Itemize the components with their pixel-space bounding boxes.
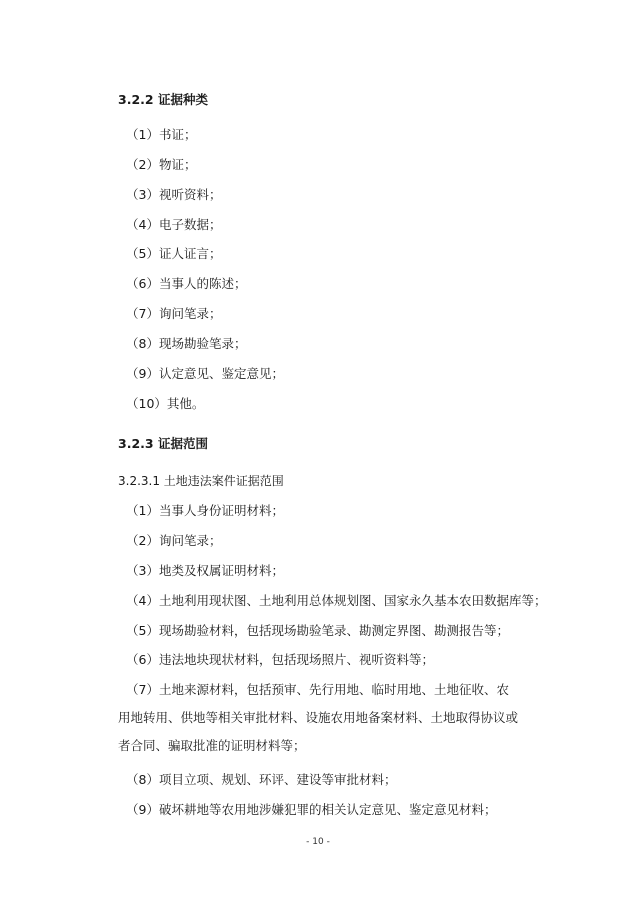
list-item: （7）询问笔录；: [126, 306, 222, 321]
section-heading-3-2-3: 3.2.3 证据范围: [118, 436, 208, 451]
list-item: （2）物证；: [126, 157, 197, 172]
list-item: （5）证人证言；: [126, 246, 222, 261]
list-item: （1）书证；: [126, 127, 197, 142]
subsection-heading-3-2-3-1: 3.2.3.1 土地违法案件证据范围: [118, 474, 284, 488]
list-item: （10）其他。: [126, 396, 205, 411]
list-item: （5）现场勘验材料，包括现场勘验笔录、勘测定界图、勘测报告等；: [126, 623, 509, 638]
list-item-paragraph: （7）土地来源材料，包括预审、先行用地、临时用地、土地征收、农用地转用、供地等相关审批材料、设施农用地备案材料、土地取得协议或者合同、骗取批准的证明材料等；: [118, 682, 519, 753]
list-item: （2）询问笔录；: [126, 533, 222, 548]
list-item: （4）土地利用现状图、土地利用总体规划图、国家永久基本农田数据库等；: [126, 593, 547, 608]
list-item: （1）当事人身份证明材料；: [126, 503, 284, 518]
list-item: （6）违法地块现状材料，包括现场照片、视听资料等；: [126, 652, 434, 667]
list-item: （9）破坏耕地等农用地涉嫌犯罪的相关认定意见、鉴定意见材料；: [126, 802, 497, 817]
section-heading-3-2-2: 3.2.2 证据种类: [118, 92, 208, 107]
list-item: （8）现场勘验笔录；: [126, 336, 247, 351]
list-item: （3）视听资料；: [126, 187, 222, 202]
list-item: （4）电子数据；: [126, 217, 222, 232]
list-item: （3）地类及权属证明材料；: [126, 563, 284, 578]
page-number: - 10 -: [306, 837, 330, 847]
list-item: （6）当事人的陈述；: [126, 276, 247, 291]
list-item: （9）认定意见、鉴定意见；: [126, 366, 284, 381]
list-item: （8）项目立项、规划、环评、建设等审批材料；: [126, 772, 397, 787]
